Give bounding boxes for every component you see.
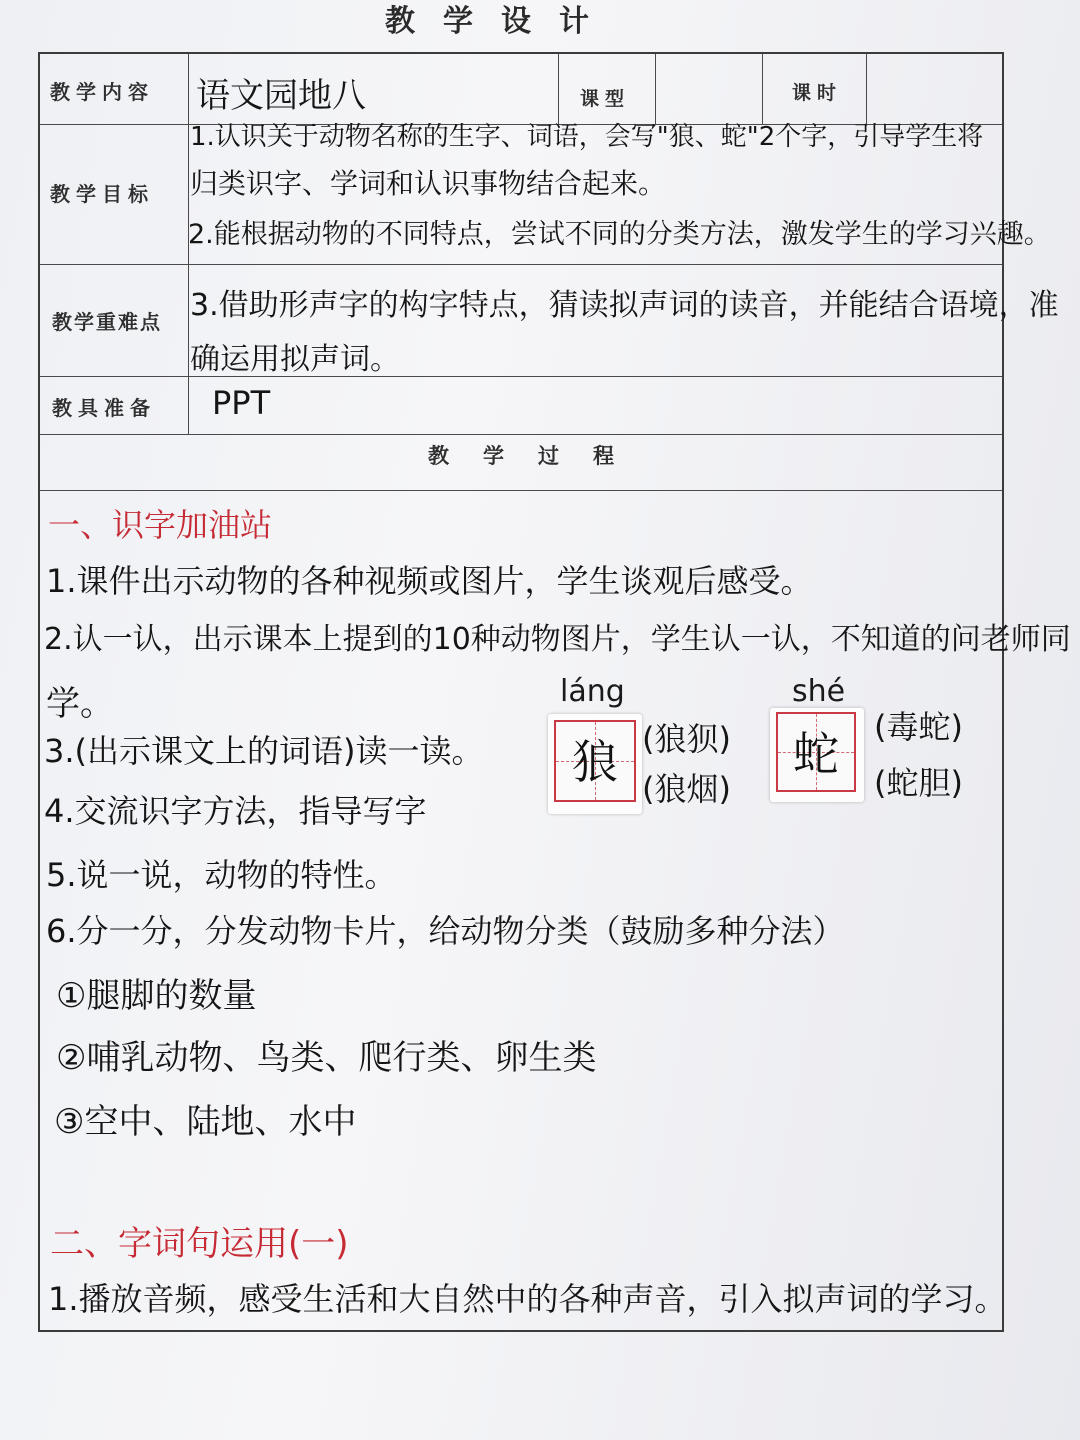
goal-1-line-1: 1.认识关于动物名称的生字、词语，会写"狼、蛇"2个字，引导学生将 (190, 122, 984, 152)
wolf-word-2: (狼烟) (642, 770, 731, 808)
row-divider (40, 434, 1002, 435)
content-label: 教学内容 (50, 80, 154, 104)
column-divider (762, 54, 763, 124)
section-2-heading: 二、字词句运用(一) (50, 1224, 349, 1264)
row-divider (40, 490, 1002, 491)
section-1-heading: 一、识字加油站 (48, 506, 273, 544)
step-1-2-line-1: 2.认一认，出示课本上提到的10种动物图片，学生认一认，不知道的问老师同 (44, 622, 1071, 657)
row-divider (40, 376, 1002, 377)
column-divider (655, 54, 656, 124)
goal-2: 2.能根据动物的不同特点，尝试不同的分类方法，激发学生的学习兴趣。 (188, 219, 1051, 250)
lesson-type-label: 课型 (580, 88, 631, 110)
process-heading: 教学过程 (428, 443, 648, 468)
content-value: 语文园地八 (196, 76, 366, 116)
snake-word-1: (毒蛇) (874, 708, 963, 746)
page-title: 教学设计 (385, 4, 617, 39)
sub-item-3: ③空中、陆地、水中 (54, 1102, 357, 1142)
lesson-plan-form (38, 52, 1071, 1332)
snake-pinyin: shé (792, 674, 846, 709)
goal-1-line-2: 归类识字、学词和认识事物结合起来。 (190, 167, 667, 200)
column-divider (558, 54, 559, 124)
step-2-1: 1.播放音频，感受生活和大自然中的各种声音，引入拟声词的学习。 (48, 1280, 1007, 1318)
step-1-2-line-2: 学。 (46, 684, 114, 724)
snake-character: 蛇 (793, 727, 839, 781)
column-divider (866, 54, 867, 124)
teaching-tools-value: PPT (212, 384, 271, 422)
snake-writing-grid (776, 712, 856, 792)
sub-item-1: ①腿脚的数量 (56, 976, 257, 1016)
sub-item-2: ②哺乳动物、鸟类、爬行类、卵生类 (56, 1038, 597, 1078)
goals-label: 教学目标 (50, 182, 154, 206)
step-1-5: 5.说一说，动物的特性。 (46, 856, 397, 894)
wolf-word-1: (狼狈) (642, 720, 731, 758)
step-1-4: 4.交流识字方法，指导写字 (44, 792, 427, 830)
teaching-tools-label: 教具准备 (52, 396, 156, 420)
step-1-1: 1.课件出示动物的各种视频或图片，学生谈观后感受。 (46, 562, 813, 600)
step-1-3: 3.(出示课文上的词语)读一读。 (44, 732, 484, 770)
wolf-pinyin: láng (560, 674, 625, 709)
lesson-hours-label: 课时 (792, 82, 843, 104)
step-1-6: 6.分一分，分发动物卡片，给动物分类（鼓励多种分法） (46, 912, 845, 950)
key-points-line-1: 3.借助形声字的构字特点，猜读拟声词的读音，并能结合语境，准 (190, 288, 1059, 323)
wolf-writing-grid (554, 720, 636, 802)
key-points-line-2: 确运用拟声词。 (190, 342, 400, 377)
key-points-label: 教学重难点 (52, 310, 162, 334)
snake-word-2: (蛇胆) (874, 764, 963, 802)
wolf-character: 狼 (572, 735, 618, 789)
row-divider (40, 264, 1002, 265)
